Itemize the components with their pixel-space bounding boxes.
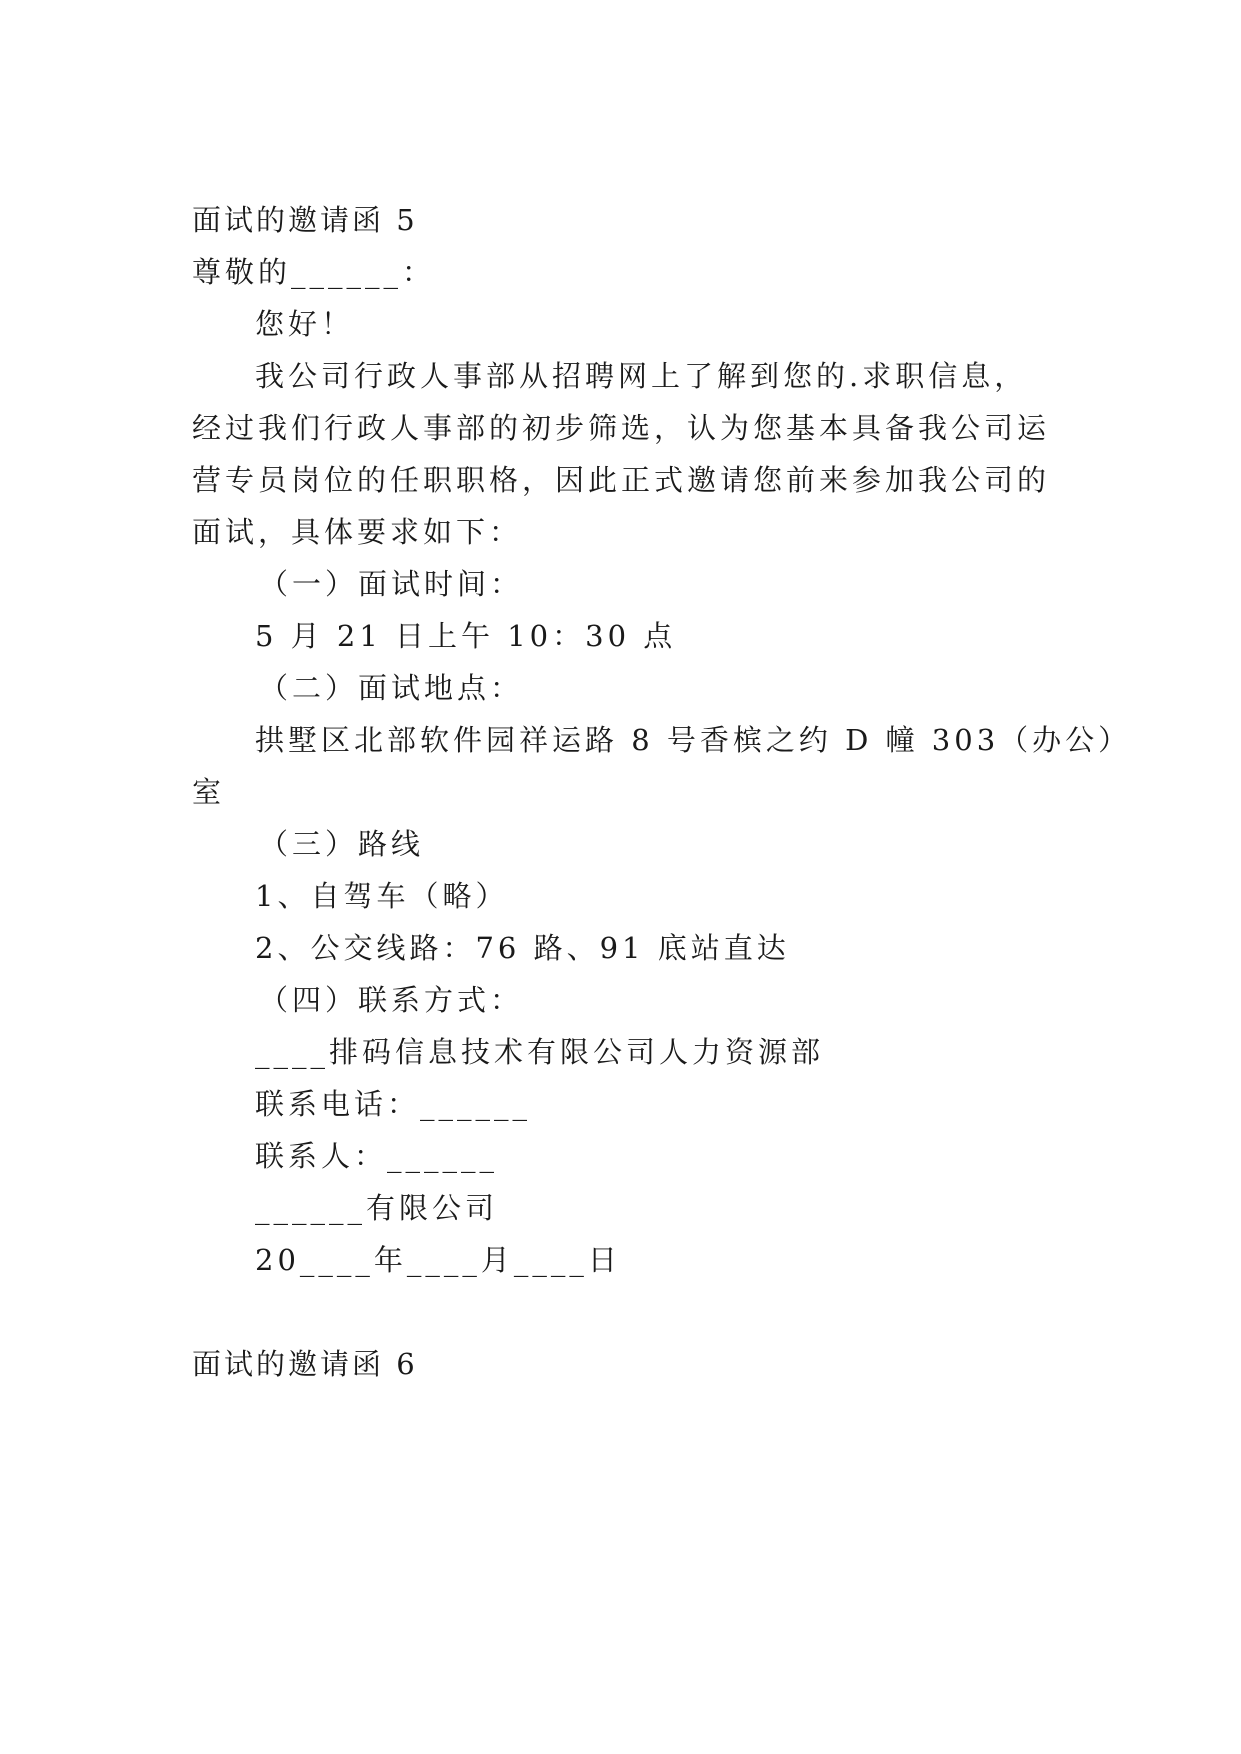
route-item-1: 1、自驾车（略） [255, 879, 509, 913]
place-heading: （二）面试地点： [259, 671, 524, 705]
next-letter-title: 面试的邀请函 6 [192, 1347, 418, 1381]
body-line-3: 营专员岗位的任职职格，因此正式邀请您前来参加我公司的 [192, 463, 1051, 497]
place-line-2: 室 [192, 775, 226, 809]
letter-title: 面试的邀请函 5 [192, 203, 418, 237]
signature-date: 20____年____月____日 [255, 1243, 621, 1277]
signature-company: ______有限公司 [255, 1191, 499, 1225]
route-heading: （三）路线 [259, 827, 425, 861]
place-line-1: 拱墅区北部软件园祥运路 8 号香槟之约 D 幢 303（办公） [255, 723, 1132, 757]
body-line-1: 我公司行政人事部从招聘网上了解到您的.求职信息， [255, 359, 1028, 393]
time-heading: （一）面试时间： [259, 567, 524, 601]
contact-heading: （四）联系方式： [259, 983, 524, 1017]
body-line-4: 面试，具体要求如下： [192, 515, 523, 549]
route-item-2: 2、公交线路：76 路、91 底站直达 [255, 931, 790, 965]
greeting: 您好！ [255, 307, 355, 341]
salutation: 尊敬的______： [192, 255, 436, 289]
time-value: 5 月 21 日上午 10：30 点 [255, 619, 677, 653]
contact-person: 联系人：______ [255, 1139, 499, 1173]
contact-company: ____排码信息技术有限公司人力资源部 [255, 1035, 825, 1069]
contact-phone: 联系电话：______ [255, 1087, 532, 1121]
body-line-2: 经过我们行政人事部的初步筛选，认为您基本具备我公司运 [192, 411, 1051, 445]
